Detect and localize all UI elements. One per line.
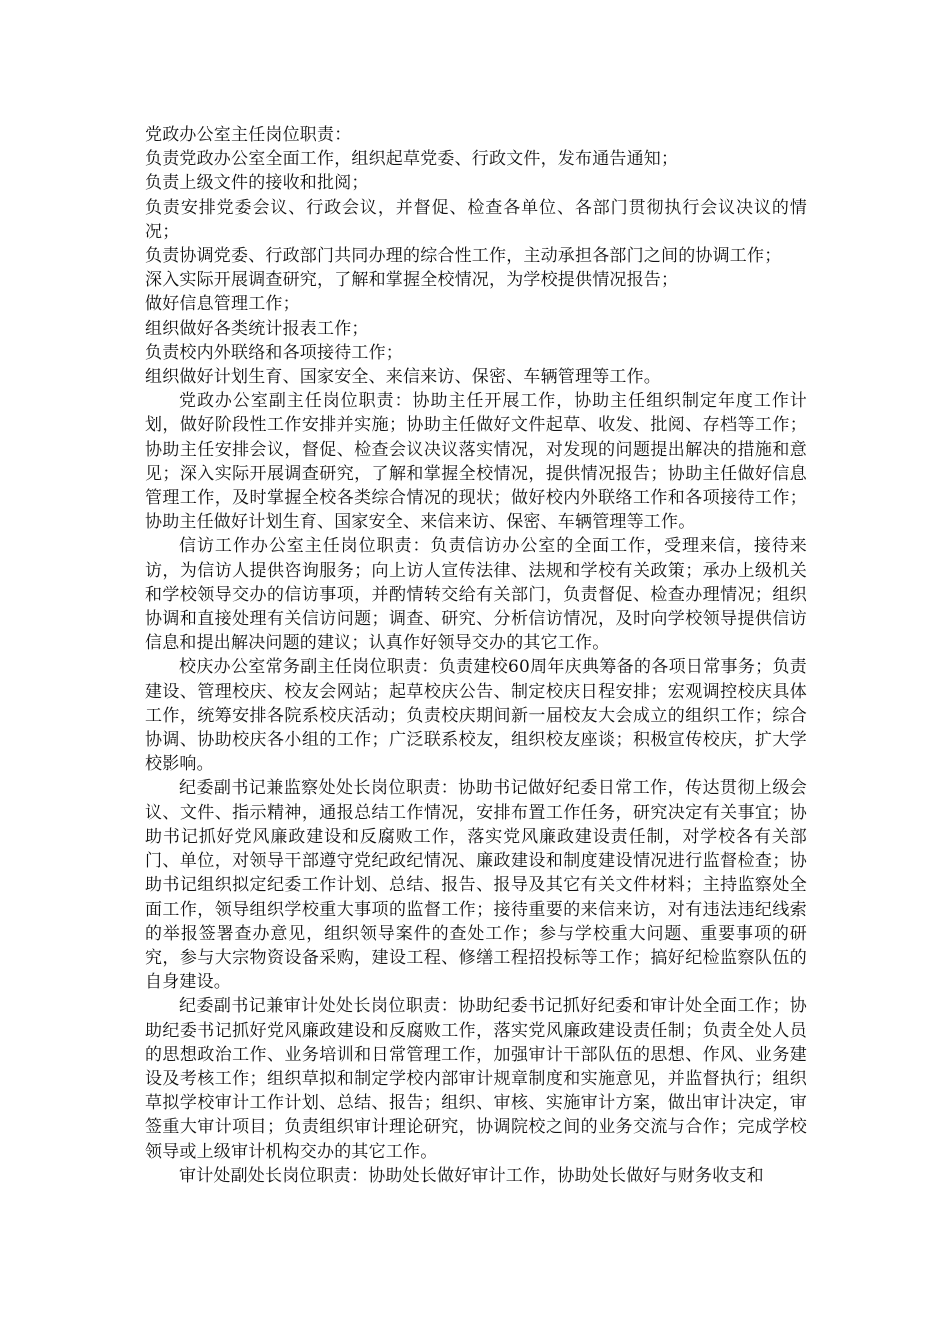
paragraph-deputy-director-office: 党政办公室副主任岗位职责：协助主任开展工作，协助主任组织制定年度工作计划，做好阶段性工作安排并实施；协助主任做好文件起草、收发、批阅、存档等工作；协助主任安排会议，督促、检查会议决议落实情况，对发现的问题提出解决的措施和意见；深入实际开展调查研究，了解和掌握全校情况，提供情况报告；协助主任做好信息管理工作，及时掌握全校各类综合情况的现状；做好校内外联络工作和各项接待工作；协助主任做好计划生育、国家安全、来信来访、保密、车辆管理等工作。	[145, 391, 807, 533]
text-line: 组织做好计划生育、国家安全、来信来访、保密、车辆管理等工作。	[145, 367, 661, 388]
paragraph-petition-office-director: 信访工作办公室主任岗位职责：负责信访办公室的全面工作，受理来信，接待来访，为信访人提供咨询服务；向上访人宣传法律、法规和学校有关政策；承办上级机关和学校领导交办的信访事项，并酌情转交给有关部门，负责督促、检查办理情况；组织协调和直接处理有关信访问题；调查、研究、分析信访情况，及时向学校领导提供信访信息和提出解决问题的建议；认真作好领导交办的其它工作。	[145, 536, 807, 654]
text-line: 党政办公室主任岗位职责：	[145, 125, 352, 145]
text-line: 负责上级文件的接收和批阅；	[145, 173, 369, 194]
document-body	[145, 123, 807, 1188]
text-line: 负责党政办公室全面工作，组织起草党委、行政文件，发布通告通知；	[145, 149, 679, 170]
paragraph-supervision-director: 纪委副书记兼监察处处长岗位职责：协助书记做好纪委日常工作，传达贯彻上级会议、文件、指示精神，通报总结工作情况，安排布置工作任务，研究决定有关事宜；协助书记抓好党风廉政建设和反腐败工作，落实党风廉政建设责任制，对学校各有关部门、单位，对领导干部遵守党纪政纪情况、廉政建设和制度建设情况进行监督检查；协助书记组织拟定纪委工作计划、总结、报告、报导及其它有关文件材料；主持监察处全面工作，领导组织学校重大事项的监督工作；接待重要的来信来访，对有违法违纪线索的举报签署查办意见，组织领导案件的查处工作；参与学校重大问题、重要事项的研究，参与大宗物资设备采购，建设工程、修缮工程招投标等工作；搞好纪检监察队伍的自身建设。	[145, 778, 807, 993]
text-line: 负责协调党委、行政部门共同办理的综合性工作，主动承担各部门之间的协调工作；	[145, 246, 782, 267]
paragraph-audit-deputy-director: 审计处副处长岗位职责：协助处长做好审计工作，协助处长做好与财务收支和	[179, 1165, 764, 1186]
paragraph-audit-director: 纪委副书记兼审计处处长岗位职责：协助纪委书记抓好纪委和审计处全面工作；协助纪委书记抓好党风廉政建设和反腐败工作，落实党风廉政建设责任制；负责全处人员的思想政治工作、业务培训和日常管理工作，加强审计干部队伍的思想、作风、业务建设及考核工作；组织草拟和制定学校内部审计规章制度和实施意见，并监督执行；组织草拟学校审计工作计划、总结、报告；组织、审核、实施审计方案，做出审计决定，审签重大审计项目；负责组织审计理论研究，协调院校之间的业务交流与合作；完成学校领导或上级审计机构交办的其它工作。	[145, 996, 807, 1162]
paragraph-anniversary-office: 校庆办公室常务副主任岗位职责：负责建校60周年庆典筹备的各项日常事务；负责建设、管理校庆、校友会网站；起草校庆公告、制定校庆日程安排；宏观调控校庆具体工作，统筹安排各院系校庆活动；负责校庆期间新一届校友大会成立的组织工作；综合协调、协助校庆各小组的工作；广泛联系校友，组织校友座谈；积极宣传校庆，扩大学校影响。	[145, 657, 807, 775]
text-line: 组织做好各类统计报表工作；	[145, 318, 369, 339]
text-line: 负责校内外联络和各项接待工作；	[145, 342, 403, 363]
text-line: 做好信息管理工作；	[145, 294, 300, 315]
text-line: 负责安排党委会议、行政会议，并督促、检查各单位、各部门贯彻执行会议决议的情况；	[145, 197, 807, 242]
text-line: 深入实际开展调查研究，了解和掌握全校情况，为学校提供情况报告；	[145, 270, 679, 291]
